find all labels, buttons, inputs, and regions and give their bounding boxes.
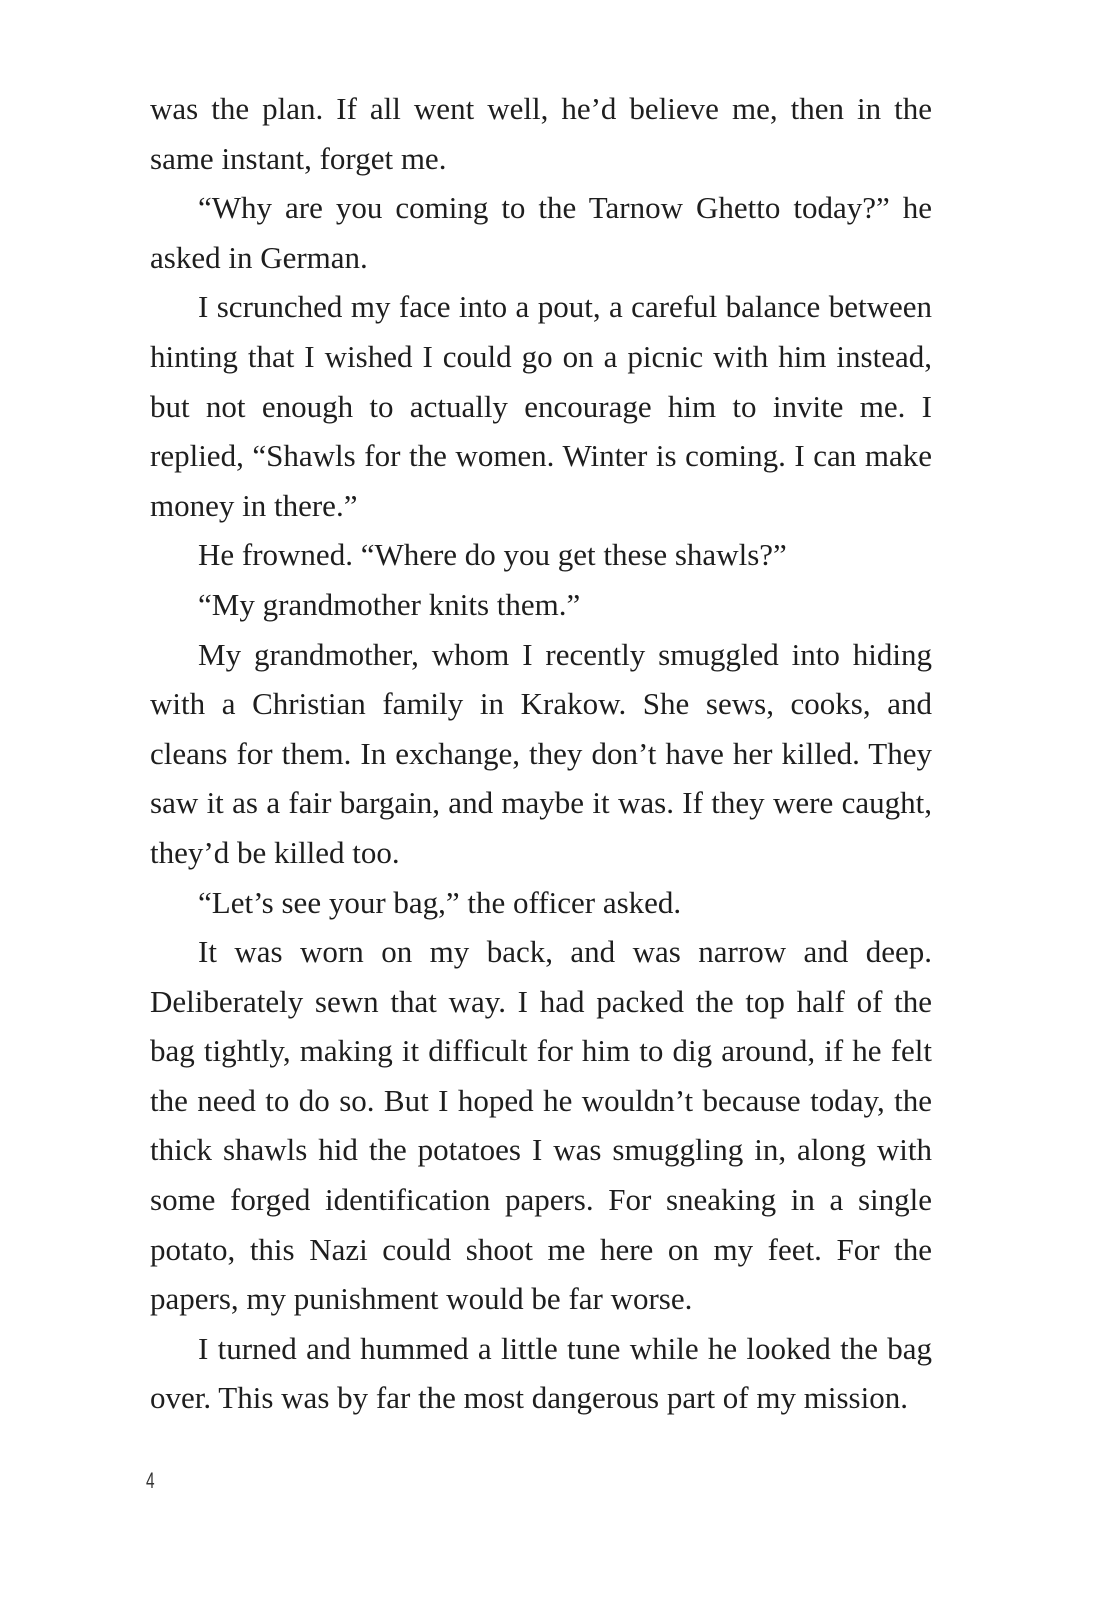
page-number: 4: [146, 1468, 155, 1493]
paragraph: “Let’s see your bag,” the officer asked.: [198, 884, 682, 920]
paragraph: He frowned. “Where do you get these shawls?”: [198, 537, 787, 573]
paragraph: My grandmother, whom I recently smuggled into hiding with a Christian family in Krakow. She sews, cooks, and cleans for them. In exchange, they don’t have her killed. They saw it as a fair bargain, and maybe it was. If they were caught, they’d be killed too.: [150, 636, 932, 870]
paragraph: I scrunched my face into a pout, a careful balance between hinting that I wished I could go on a picnic with him instead, but not enough to actually encourage him to invite me. I replied, “Shawls for the women. Winter is coming. I can make money in there.”: [150, 289, 932, 523]
paragraph: “Why are you coming to the Tarnow Ghetto today?” he asked in German.: [150, 190, 932, 275]
body-text: [150, 84, 932, 1423]
paragraph-continued: was the plan. If all went well, he’d believe me, then in the same instant, forget me.: [150, 91, 932, 176]
paragraph: It was worn on my back, and was narrow and deep. Deliberately sewn that way. I had packed the top half of the bag tightly, making it difficult for him to dig around, if he felt the need to do so. But I hoped he wouldn’t because today, the thick shawls hid the potatoes I was smuggling in, along with some forged identification papers. For sneaking in a single potato, this Nazi could shoot me here on my feet. For the papers, my punishment would be far worse.: [150, 934, 932, 1317]
paragraph: “My grandmother knits them.”: [198, 586, 581, 622]
paragraph: I turned and hummed a little tune while he looked the bag over. This was by far the most dangerous part of my mission.: [150, 1330, 932, 1416]
